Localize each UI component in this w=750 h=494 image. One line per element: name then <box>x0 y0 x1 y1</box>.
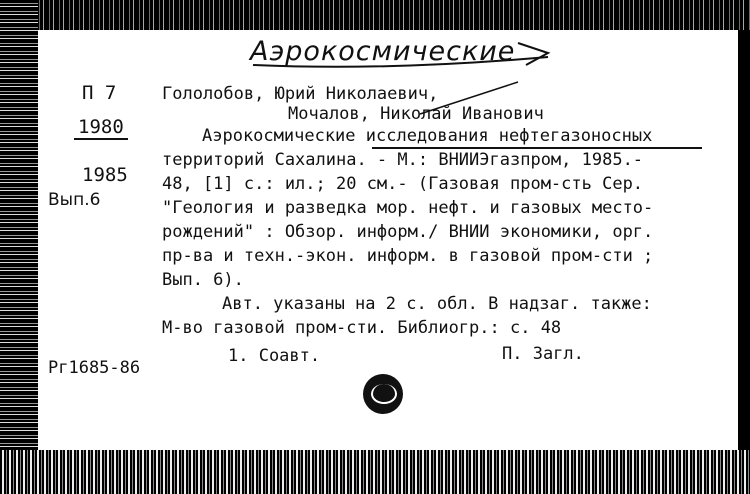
title-line-7: Вып. 6). <box>162 270 244 290</box>
author-1: Гололобов, Юрий Николаевич, <box>162 84 439 104</box>
catalog-card <box>38 30 738 450</box>
title-line-4: "Геология и разведка мор. нефт. и газовых место- <box>162 198 654 218</box>
year-copy: 1985 <box>82 164 128 186</box>
title-line-1: Аэрокосмические исследования нефтегазоносных <box>202 126 653 146</box>
handwritten-heading: Аэрокосмические <box>250 36 516 67</box>
title-line-5: рождений" : Обзор. информ./ ВНИИ экономики, орг. <box>162 222 654 242</box>
notes-line-2: М-во газовой пром-сти. Библиогр.: с. 48 <box>162 318 562 338</box>
inventory-number: Рг1685-86 <box>48 358 141 378</box>
author-2: Мочалов, Николай Иванович <box>288 104 544 124</box>
issue: Вып.6 <box>48 190 101 210</box>
scan-border-bottom <box>0 450 750 494</box>
title-line-6: пр-ва и техн.-экон. информ. в газовой пром-сти ; <box>162 246 654 266</box>
call-number: П 7 <box>82 82 117 104</box>
year-pub: 1980 <box>74 116 128 140</box>
title-line-2: территорий Сахалина. - М.: ВНИИЭгазпром, 1985.- <box>162 150 644 170</box>
title-underline <box>372 147 702 149</box>
scan-border-left <box>0 0 38 494</box>
punch-hole <box>363 374 403 414</box>
title-line-3: 48, [1] с.: ил.; 20 см.- (Газовая пром-сть Сер. <box>162 174 644 194</box>
tracing-2: П. Загл. <box>502 344 584 364</box>
tracing-1: 1. Соавт. <box>228 346 321 366</box>
notes-line-1: Авт. указаны на 2 с. обл. В надзаг. также: <box>222 294 652 314</box>
scan-border-top <box>0 0 750 30</box>
